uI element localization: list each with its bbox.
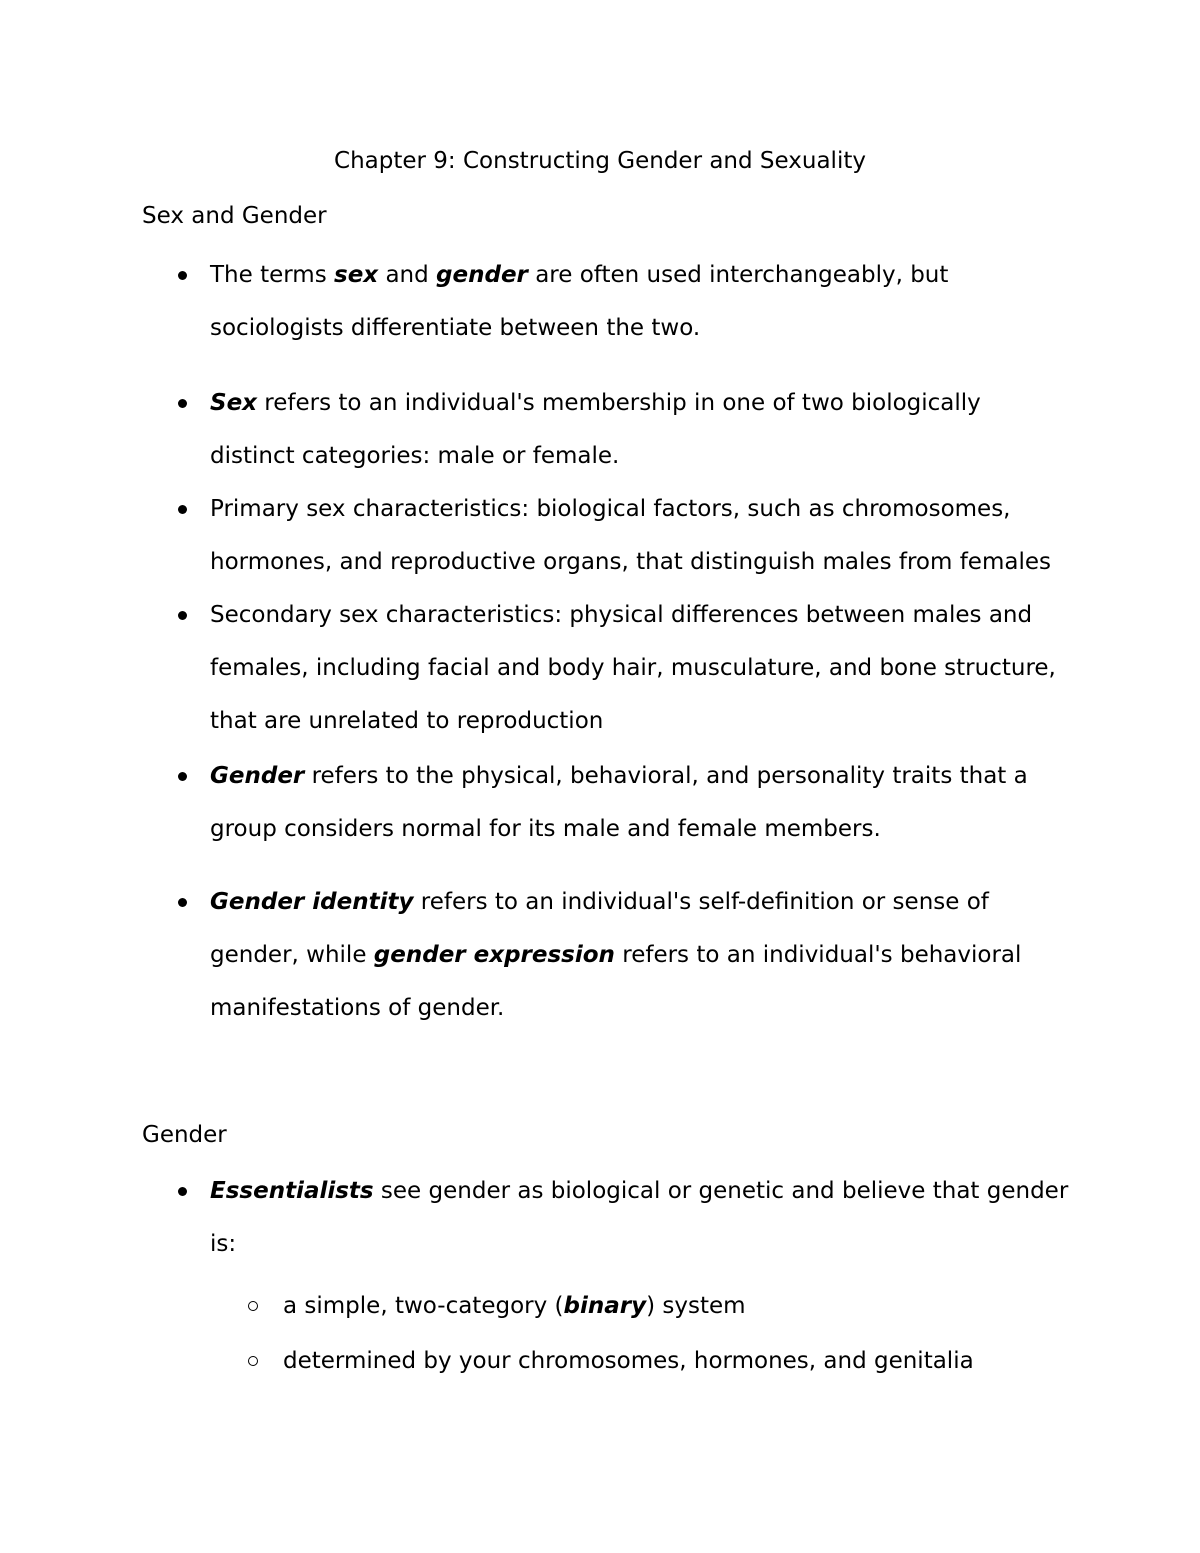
page-title: Chapter 9: Constructing Gender and Sexuality <box>334 148 866 174</box>
term-essentialists: Essentialists <box>210 1178 374 1204</box>
list-item-line: Primary sex characteristics: biological factors, such as chromosomes, <box>210 496 1011 522</box>
list-item <box>210 384 1080 490</box>
list-item-line: that are unrelated to reproduction <box>210 708 604 734</box>
term-gender-expression: gender expression <box>373 942 615 968</box>
list-item-line <box>210 883 1080 936</box>
list-item-line: group considers normal for its male and female members. <box>210 816 881 842</box>
list-item-line: distinct categories: male or female. <box>210 443 620 469</box>
list-item <box>210 1172 1080 1278</box>
section-heading-sex-and-gender: Sex and Gender <box>142 203 327 229</box>
bullet-icon <box>178 611 187 620</box>
text-span: refers to an individual's behavioral <box>614 942 1022 968</box>
term-gender: Gender <box>210 763 305 789</box>
term-gender-identity: Gender identity <box>210 889 414 915</box>
hollow-bullet-icon <box>248 1356 258 1366</box>
list-item-line: manifestations of gender. <box>210 995 505 1021</box>
list-item-line <box>210 757 1080 810</box>
text-span: ) system <box>646 1293 746 1319</box>
text-span: The terms <box>210 262 335 288</box>
text-span: refers to an individual's self-definition or sense of <box>413 889 989 915</box>
text-span: are often used interchangeably, but <box>527 262 949 288</box>
list-item-line <box>210 1172 1080 1225</box>
list-item <box>210 256 1080 362</box>
hollow-bullet-icon <box>248 1301 258 1311</box>
text-span: and <box>378 262 437 288</box>
list-item-line: sociologists differentiate between the two. <box>210 315 701 341</box>
list-item <box>210 883 1080 1042</box>
text-span: a simple, two-category ( <box>283 1293 564 1319</box>
list-item <box>210 596 1080 755</box>
sub-list-item: determined by your chromosomes, hormones, and genitalia <box>283 1348 974 1374</box>
list-item-line <box>210 256 1080 309</box>
bullet-icon <box>178 271 187 280</box>
list-item-line <box>210 936 1080 989</box>
bullet-icon <box>178 1187 187 1196</box>
list-item <box>210 757 1080 863</box>
list-item <box>210 490 1080 596</box>
text-span: gender, while <box>210 942 374 968</box>
text-span: refers to an individual's membership in one of two biologically <box>257 390 981 416</box>
bullet-icon <box>178 898 187 907</box>
sub-list-item <box>283 1287 746 1325</box>
list-item-line: hormones, and reproductive organs, that distinguish males from females <box>210 549 1051 575</box>
term-sex: Sex <box>210 390 257 416</box>
list-item-line: is: <box>210 1231 237 1257</box>
bullet-icon <box>178 505 187 514</box>
text-span: refers to the physical, behavioral, and personality traits that a <box>304 763 1028 789</box>
bullet-icon <box>178 399 187 408</box>
list-item-line <box>210 384 1080 437</box>
section-heading-gender: Gender <box>142 1122 227 1148</box>
list-item-line: Secondary sex characteristics: physical differences between males and <box>210 602 1033 628</box>
bullet-icon <box>178 772 187 781</box>
term-sex: sex <box>334 262 379 288</box>
term-gender: gender <box>436 262 528 288</box>
list-item-line: females, including facial and body hair, musculature, and bone structure, <box>210 655 1056 681</box>
text-span: see gender as biological or genetic and believe that gender <box>373 1178 1069 1204</box>
term-binary: binary <box>563 1293 647 1319</box>
